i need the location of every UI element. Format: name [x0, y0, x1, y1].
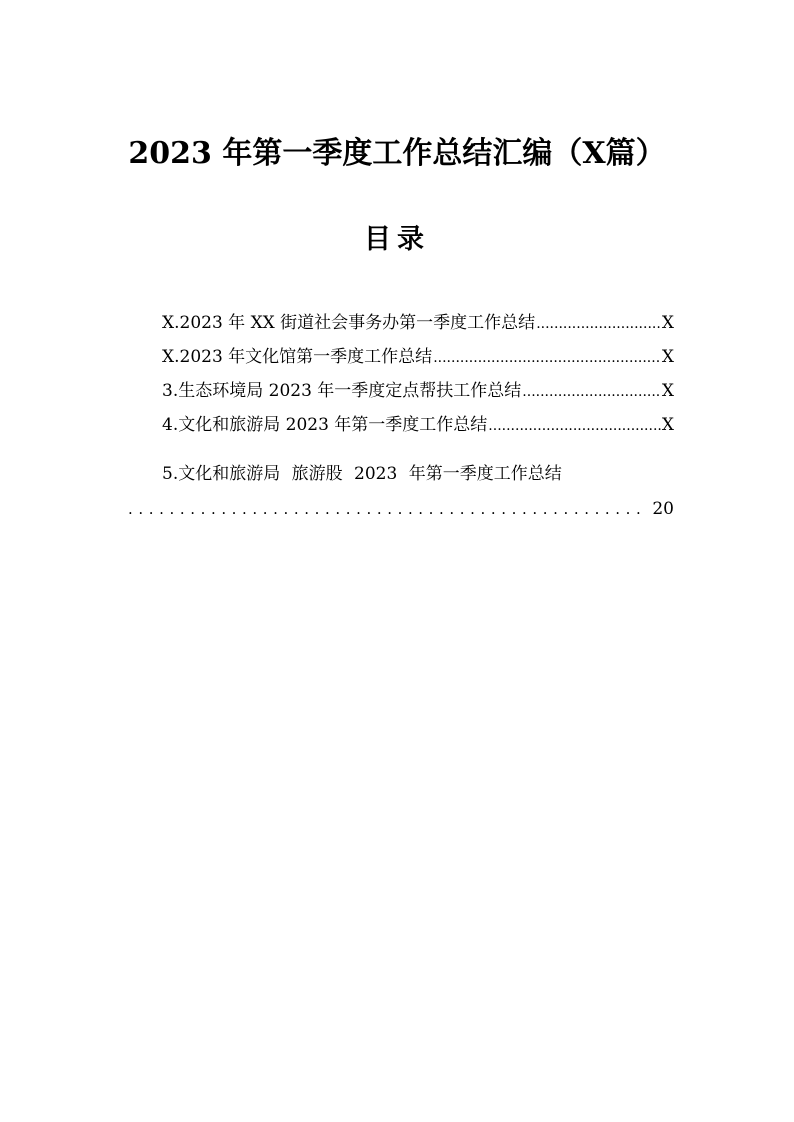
document-title: 2023 年第一季度工作总结汇编（X篇） — [128, 136, 666, 171]
toc-entry-page: X — [661, 381, 674, 401]
toc-entry-page: X — [661, 415, 674, 435]
toc-leader-dots — [522, 375, 661, 409]
toc-leader-dots — [128, 494, 644, 524]
toc-entry-title: X.2023 年文化馆第一季度工作总结 — [162, 347, 433, 367]
toc-entry[interactable] — [162, 340, 674, 374]
toc-entry-title: 3.生态环境局 2023 年一季度定点帮扶工作总结 — [162, 381, 522, 401]
toc-entry[interactable] — [162, 306, 674, 340]
toc-leader-dots — [488, 409, 661, 443]
toc-entry-last-page: 20 — [652, 499, 674, 519]
toc-entry-page: X — [661, 347, 674, 367]
toc-entry-last-title[interactable]: 5.文化和旅游局 旅游股 2023 年第一季度工作总结 — [162, 464, 562, 484]
toc-entry[interactable] — [162, 408, 674, 442]
toc-list — [162, 306, 674, 442]
toc-entry-title: 4.文化和旅游局 2023 年第一季度工作总结 — [162, 415, 488, 435]
toc-leader-dots — [536, 307, 661, 341]
toc-entry-page: X — [661, 313, 674, 333]
toc-entry-last-leader-row[interactable] — [128, 494, 674, 524]
toc-leader-dots — [433, 341, 661, 375]
toc-entry[interactable] — [162, 374, 674, 408]
toc-heading: 目录 — [364, 224, 430, 255]
toc-entry-title: X.2023 年 XX 街道社会事务办第一季度工作总结 — [162, 313, 536, 333]
